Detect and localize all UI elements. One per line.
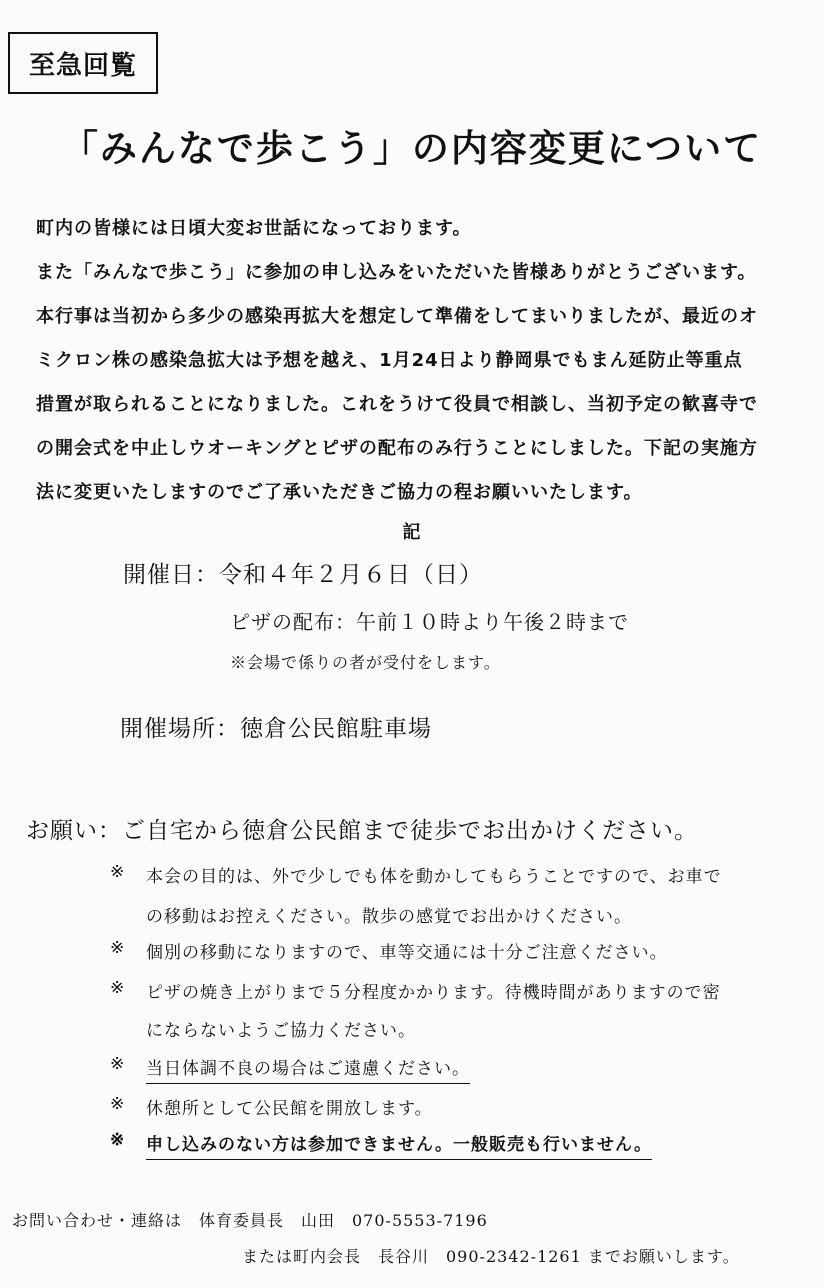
note-text: 個別の移動になりますので、車等交通には十分ご注意ください。	[146, 943, 668, 963]
note-text: 本会の目的は、外で少しでも体を動かしてもらうことですので、お車で	[146, 867, 722, 887]
intro-line: また「みんなで歩こう」に参加の申し込みをいただいた皆様ありがとうございます。	[36, 262, 757, 283]
note-text: 休憩所として公民館を開放します。	[146, 1099, 433, 1119]
note-text-underlined: 当日体調不良の場合はご遠慮ください。	[146, 1054, 470, 1084]
note-mark: ※	[110, 1094, 125, 1114]
event-date: 開催日：令和４年２月６日（日）	[123, 562, 483, 588]
intro-line: ミクロン株の感染急拡大は予想を越え、1月24日より静岡県でもまん延防止等重点	[36, 350, 743, 371]
urgent-circulation-stamp: 至急回覧	[8, 32, 158, 94]
note-text: ピザの焼き上がりまで５分程度かかります。待機時間がありますので密	[146, 983, 721, 1003]
note-text-underlined: 申し込みのない方は参加できません。一般販売も行いません。	[146, 1130, 652, 1160]
note-mark: ※	[110, 938, 125, 958]
intro-line: 本行事は当初から多少の感染再拡大を想定して準備をしてまいりましたが、最近のオ	[36, 306, 758, 327]
intro-line: の開会式を中止しウオーキングとピザの配布のみ行うことにしました。下記の実施方	[36, 438, 758, 459]
request-line: お願い：ご自宅から徳倉公民館まで徒歩でお出かけください。	[26, 818, 698, 844]
page-title: 「みんなで歩こう」の内容変更について	[60, 127, 763, 170]
ki-heading: 記	[402, 522, 421, 543]
note-mark: ※	[110, 978, 125, 998]
contact-line: お問い合わせ・連絡は 体育委員長 山田 070-5553-7196	[12, 1211, 488, 1230]
note-text: にならないようご協力ください。	[146, 1021, 416, 1041]
note-mark: ※	[110, 862, 125, 882]
note-mark: ※	[110, 1054, 125, 1074]
note-text: の移動はお控えください。散歩の感覚でお出かけください。	[146, 907, 632, 927]
event-venue: 開催場所：徳倉公民館駐車場	[120, 716, 432, 742]
pizza-distribution-time: ピザの配布：午前１０時より午後２時まで	[230, 610, 629, 634]
intro-line: 町内の皆様には日頃大変お世話になっております。	[36, 218, 472, 239]
reception-note: ※会場で係りの者が受付をします。	[230, 653, 501, 672]
intro-line: 法に変更いたしますのでご了承いただきご協力の程お願いいたします。	[36, 482, 643, 503]
intro-line: 措置が取られることになりました。これをうけて役員で相談し、当初予定の歓喜寺で	[36, 394, 758, 415]
contact-line: または町内会長 長谷川 090-2342-1261 までお願いします。	[242, 1247, 740, 1266]
note-mark: ※	[110, 1130, 125, 1150]
